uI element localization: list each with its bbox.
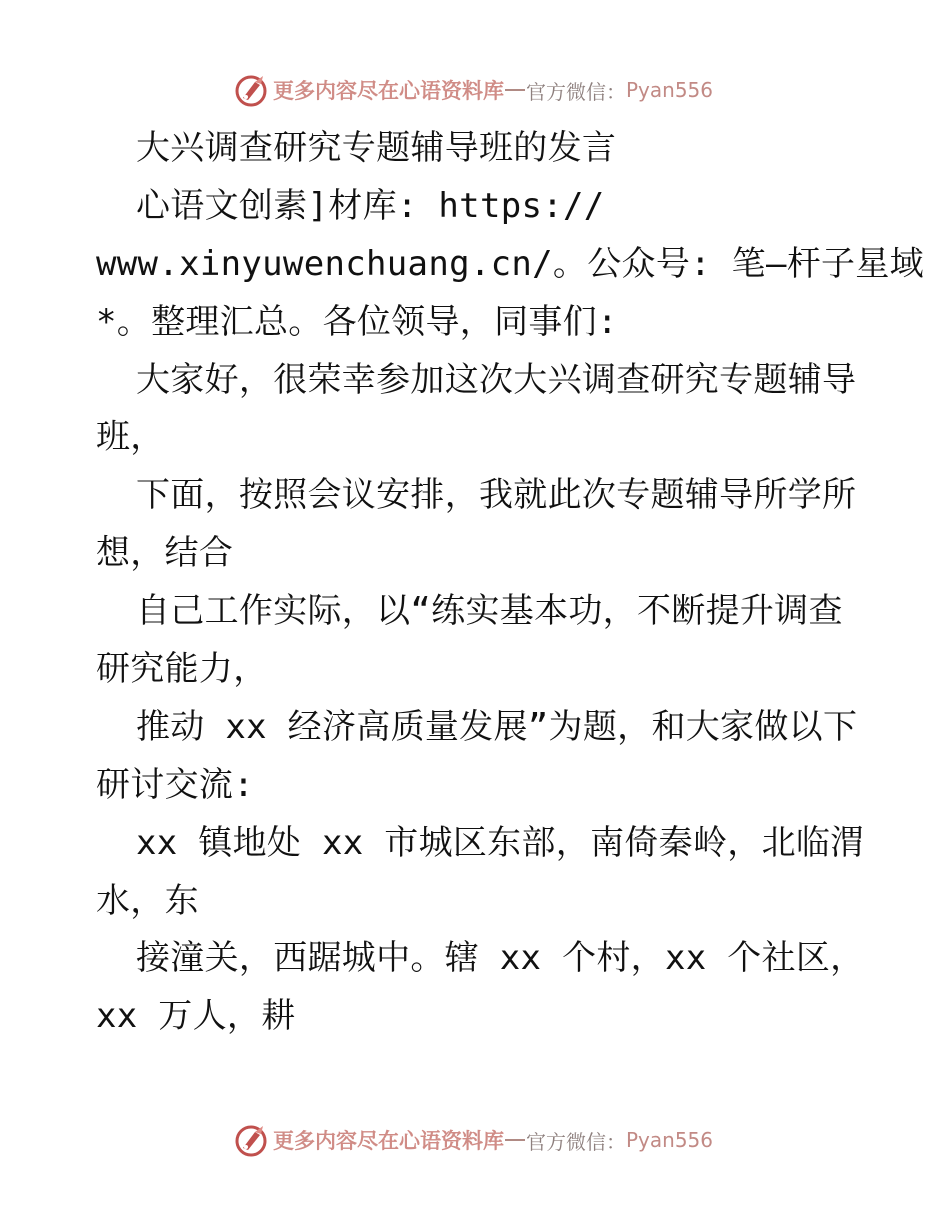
text-line: www.xinyuwenchuang.cn/。公众号: 笔—杆子星域 (96, 243, 924, 284)
banner-separator (505, 89, 525, 91)
text-line: 水，东 (96, 880, 199, 921)
text-line: xx 万人，耕 (96, 996, 296, 1037)
text-line: 下面，按照会议安排，我就此次专题辅导所学所 (136, 475, 857, 516)
text-line: 心语文创素]材库: https:// (136, 185, 605, 226)
text-line: 推动 xx 经济高质量发展”为题，和大家做以下 (136, 706, 858, 747)
banner-slogan: 更多内容尽在心语资料库 (273, 78, 504, 103)
banner-wechat-id: Pyan556 (625, 1128, 713, 1152)
text-line: 想，结合 (96, 533, 234, 574)
banner-wechat-id: Pyan556 (625, 78, 713, 102)
text-line: 研究能力， (96, 649, 268, 690)
header-banner (233, 70, 713, 110)
document-title: 大兴调查研究专题辅导班的发言 (136, 128, 617, 168)
text-line: *。整理汇总。各位领导，同事们: (96, 301, 618, 342)
banner-separator (505, 1139, 525, 1141)
banner-wechat-label: 官方微信： (525, 1129, 626, 1154)
footer-banner (233, 1120, 713, 1160)
banner-slogan: 更多内容尽在心语资料库 (273, 1128, 504, 1153)
text-line: 自己工作实际，以“练实基本功，不断提升调查 (136, 591, 843, 632)
text-line: 大家好，很荣幸参加这次大兴调查研究专题辅导 (136, 359, 857, 400)
text-line: 接潼关，西踞城中。辖 xx 个村，xx 个社区， (136, 938, 865, 979)
quill-pen-logo-icon (233, 72, 269, 108)
text-line: 研讨交流: (96, 764, 254, 805)
text-line: xx 镇地处 xx 市城区东部，南倚秦岭，北临渭 (136, 822, 865, 863)
banner-wechat-label: 官方微信： (525, 79, 626, 104)
text-line: 班， (96, 417, 165, 458)
document-body (96, 120, 924, 1046)
quill-pen-logo-icon (233, 1122, 269, 1158)
